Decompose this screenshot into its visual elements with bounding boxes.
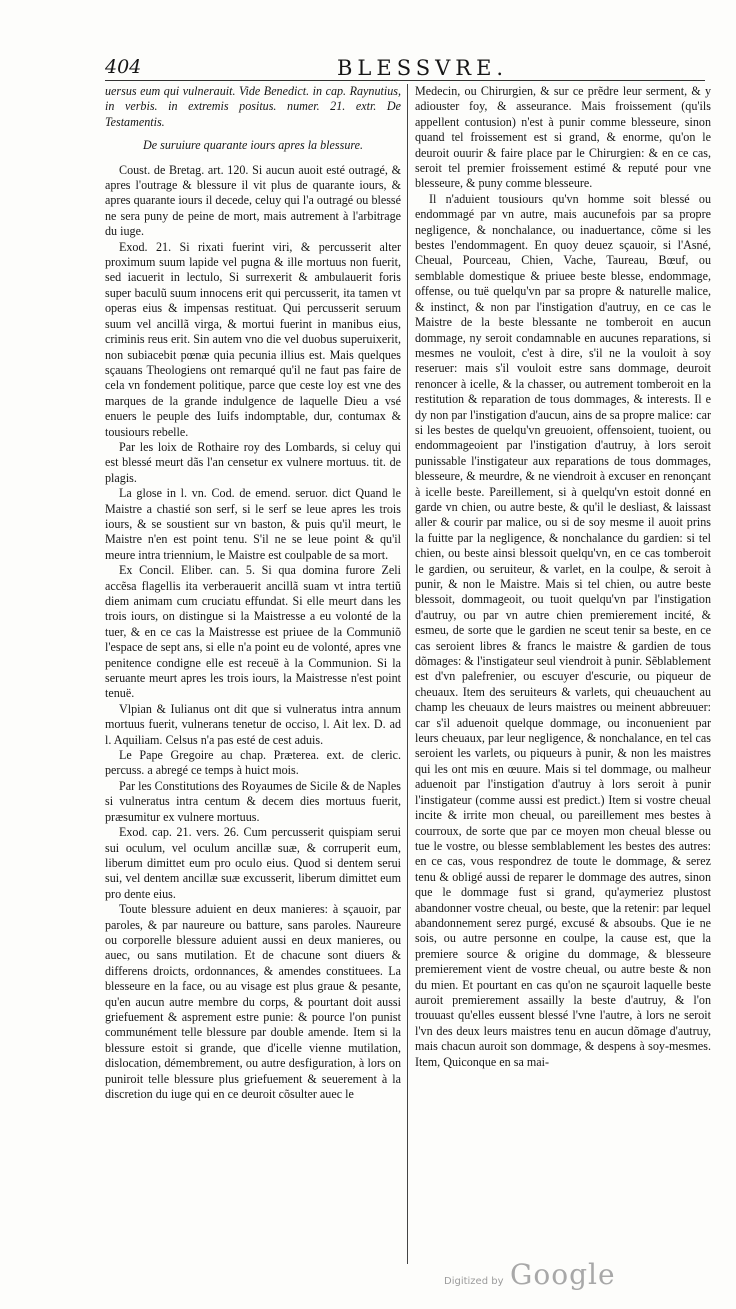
paragraph: Exod. 21. Si rixati fuerint viri, & percusserit alter proximum suum lapide vel pugna & ille mortuus non fuerit, sed iacuerit in lectulo, Si surrexerit & ambulauerit foris super baculũ suum innocens erit qui percusserit, ita tamen vt operas eius & impensas restituat. Qui percusserit seruum suum vel ancillã virga, & mortui fuerint in manibus eius, criminis reus erit. Sin autem vno die vel duobus superuixerit, non subiacebit pœnæ quia pecunia illius est. Mais quelques sçauans Theologiens ont remarqué qu'il ne faut pas faire de cela vn fondement politique, parce que ceste loy est vne des marques de la grande indulgence de laquelle Dieu a vsé enuers le peuple des Iuifs indomptable, dur, contumax & tousiours rebelle.: [105, 239, 401, 439]
header-rule: [105, 80, 705, 81]
left-column: [105, 84, 401, 1244]
paragraph: Toute blessure aduient en deux manieres: à sçauoir, par paroles, & par naureure ou batture, sans paroles. Naureure ou corporelle blessure aduient aussi en deux manieres, ou auec, ou sans mutilation. Et de chacune sont diuers & differens droicts, ordonnances, & amendes constituees. La blesseure en la face, ou au visage est plus graue & pesante, qu'en aucun autre membre du corps, & pourtant doit aussi griefuement & asprement estre punie: & pource l'on punist communément telle blessure par double amende. Item si la blessure estoit si grande, que d'icelle vienne mutilation, dislocation, démembrement, ou autre desfiguration, à lors on puniroit telle blessure plus griefuement & seuerement à la discretion du iuge qui en ce deuroit cõsulter auec le: [105, 902, 401, 1101]
running-title: BLESSVRE.: [337, 56, 509, 80]
paragraph: Par les loix de Rothaire roy des Lombards, si celuy qui est blessé meurt dãs l'an censetur ex vulnere mortuus. tit. de plagis.: [105, 439, 401, 485]
paragraph: Par les Constitutions des Royaumes de Sicile & de Naples si vulneratus intra centum & decem dies mortuus fuerit, præsumitur ex vulnere mortuus.: [105, 778, 401, 824]
paragraph: La glose in l. vn. Cod. de emend. seruor. dict Quand le Maistre a chastié son serf, si le serf se leue apres les trois iours, & se soustient sur vn baston, & puis qu'il meurt, le Maistre n'en est point tenu. S'il ne se leue point & qu'il meure intra triennium, le Maistre est coulpable de sa mort.: [105, 486, 401, 562]
paragraph: Il n'aduient tousiours qu'vn homme soit blessé ou endommagé par vn autre, mais aucunefois par sa propre negligence, & nonchalance, ou inaduertance, cõme si les bestes l'endommagent. En quoy deuez sçauoir, si l'Asné, Cheual, Pourceau, Chien, Vache, Taureau, Bœuf, ou semblable domestique & priuee beste blesse, endommage, offense, ou tuë quelqu'vn par sa propre & naturelle malice, & instinct, & non par l'instigation d'autruy, en ce cas le Maistre de la beste blessante ne tomberoit en aucun dommage, ny seroit condamnable en aucunes reparations, si mesmes ne vouloit, c'est à dire, s'il ne la vouloit à soy reseruer: mais s'il vouloit estre sans dommage, deuroit renoncer à icelle, & la chasser, ou autrement tomberoit en la restitution & reparation de tous dommages, & interests. Il e dy non par l'instigation d'aucun, ains de sa propre malice: car si les bestes de quelqu'vn greuoient, offensoient, tuoient, ou endommageoient par l'instigation d'autruy, à lors seroit punissable l'instigateur aux reparations de tous dommages, blesseure, & meurdre, & ne viendroit à excuser en renonçant à icelle beste. Pareillement, si à quelqu'vn estoit donné en garde vn chien, ou autre beste, & qu'il le desliast, & laissast aller & courir par malice, ou si de soy mesme il auoit prins la fuitte par la negligence, & nonchalance du gardien: si tel chien, ou beste ainsi blessoit quelqu'vn, en ce cas tomberoit le gardien, ou seruiteur, & varlet, en la coulpe, & seroit à punir, & non le Maistre. Mais si tel chien, ou autre beste blessoit, dommageoit, ou tuoit quelqu'vn par l'instigation d'autruy, ou par vn autre chien premierement incité, & esmeu, de sorte que le gardien ne sceut tenir sa beste, en ce cas seroient libres & francs le maistre & gardien de tous dõmages: & l'instigateur seul viendroit à punir. Sẽblablement est d'vn palefrenier, ou escuyer d'escurie, ou piqueur de cheuaux. Item des seruiteurs & varlets, qui cheuauchent au champ les cheuaux de leurs maistres ou meinent abbreuuer: car s'il aduenoit quelque dommage, ou inconuenient par leurs cheuaux, par leur negligence, & nonchalance, en tel cas seroient les varlets, ou piqueurs à punir, & non les maistres qui les ont mis en œuure. Mais si tel dommage, ou malheur aduenoit par l'instigation d'autruy à lors seroit à punir l'instigateur (comme aussi est predict.) Item si vostre cheual incite & irrite mon cheual, ou pareillement mes bestes à courroux, de sorte que par ce moyen mon cheual blesse ou tue le vostre, ou blesse semblablement les bestes des autres: en ce cas, vous respondrez de toute le dommage, & serez tenu & obligé aussi de reparer le dommage des autres, sinon que le dommage fust si grand, qu'aymeriez plustost abandonner vostre cheual, ou beste, que la retenir: par lequel abandonnement serez purgé, excusé & absoubs. Que ie ne sois, ou autre personne en coulpe, la cause est, que la premiere source & origine du dommage, & blesseure premierement vient de vostre cheual, ou autre beste & non du mien. Et pourtant en cas qu'on ne sçauroit laquelle beste auroit premierement assailly la beste d'autruy, & l'on trouuast qu'elles eussent blessé l'vne l'autre, à lors ne seroit l'vn des deux leurs maistres tenu en aucun dõmage d'autruy, mais chacun auroit son dommage, & despens à soy-mesmes. Item, Quiconque en sa mai-: [415, 191, 711, 1069]
column-divider: [407, 84, 408, 1264]
paragraph: Medecin, ou Chirurgien, & sur ce prẽdre leur serment, & y adiouster foy, & asseurance. Mais froissement (qu'ils appellent contusion) n'est à punir comme blesseure, sinon quand tel froissement est si grand, & enorme, qu'on le deuroit ouurir & faire place par le Chirurgien: & en ce cas, seroit tel premier froissement estimé & reputé pour vne blesseure, & puny comme blesseure.: [415, 84, 711, 191]
digitized-by-label: Digitized by: [444, 1276, 504, 1287]
digitized-watermark: [444, 1260, 614, 1300]
section-heading: De suruiure quarante iours apres la blessure.: [142, 138, 364, 153]
page-header: [105, 56, 705, 86]
paragraph: Exod. cap. 21. vers. 26. Cum percusserit quispiam serui sui oculum, vel oculum ancillæ suæ, & corruperit eum, liberum dimittet eum pro oculo eius. Quod si dentem serui sui, vel dentem ancillæ suæ excusserit, liberum dimittet eum pro dente eius.: [105, 825, 401, 901]
right-column: [415, 84, 711, 1134]
continuation-text: uersus eum qui vulnerauit. Vide Benedict. in cap. Raynutius, in verbis. in extremis positus. numer. 21. extr. De Testamentis.: [105, 84, 401, 129]
paragraph: Le Pape Gregoire au chap. Præterea. ext. de cleric. percuss. a abregé ce temps à huict mois.: [105, 748, 401, 778]
google-logo: Google: [510, 1258, 616, 1291]
paragraph: Vlpian & Iulianus ont dit que si vulneratus intra annum mortuus fuerit, vulnerans tenetur de occiso, l. Ait lex. D. ad l. Aquiliam. Celsus n'a pas esté de cest aduis.: [105, 701, 401, 747]
paragraph: Coust. de Bretag. art. 120. Si aucun auoit esté outragé, & apres l'outrage & blessure il vit plus de quarante iours, & apres quarante iours il decede, celuy qui l'a outragé ou blessé ne sera puny de peine de mort, mais autrement à l'arbitrage du iuge.: [105, 162, 401, 239]
page-number: 404: [105, 56, 142, 78]
paragraph: Ex Concil. Eliber. can. 5. Si qua domina furore Zeli accẽsa flagellis ita verberauerit ancillã suam vt intra tertiũ diem animam cum cruciatu effundat. Si elle meurt dans les trois iours, on distingue si la Maistresse a eu volonté de la tuer, & en ce cas la Maistresse est priuee de la Communiõ l'espace de sept ans, si elle n'a point eu de volonté, apres vne penitence condigne elle est receuë à la Communion. Si la seruante meurt apres les trois iours, la Maistresse n'est point tenuë.: [105, 563, 401, 701]
